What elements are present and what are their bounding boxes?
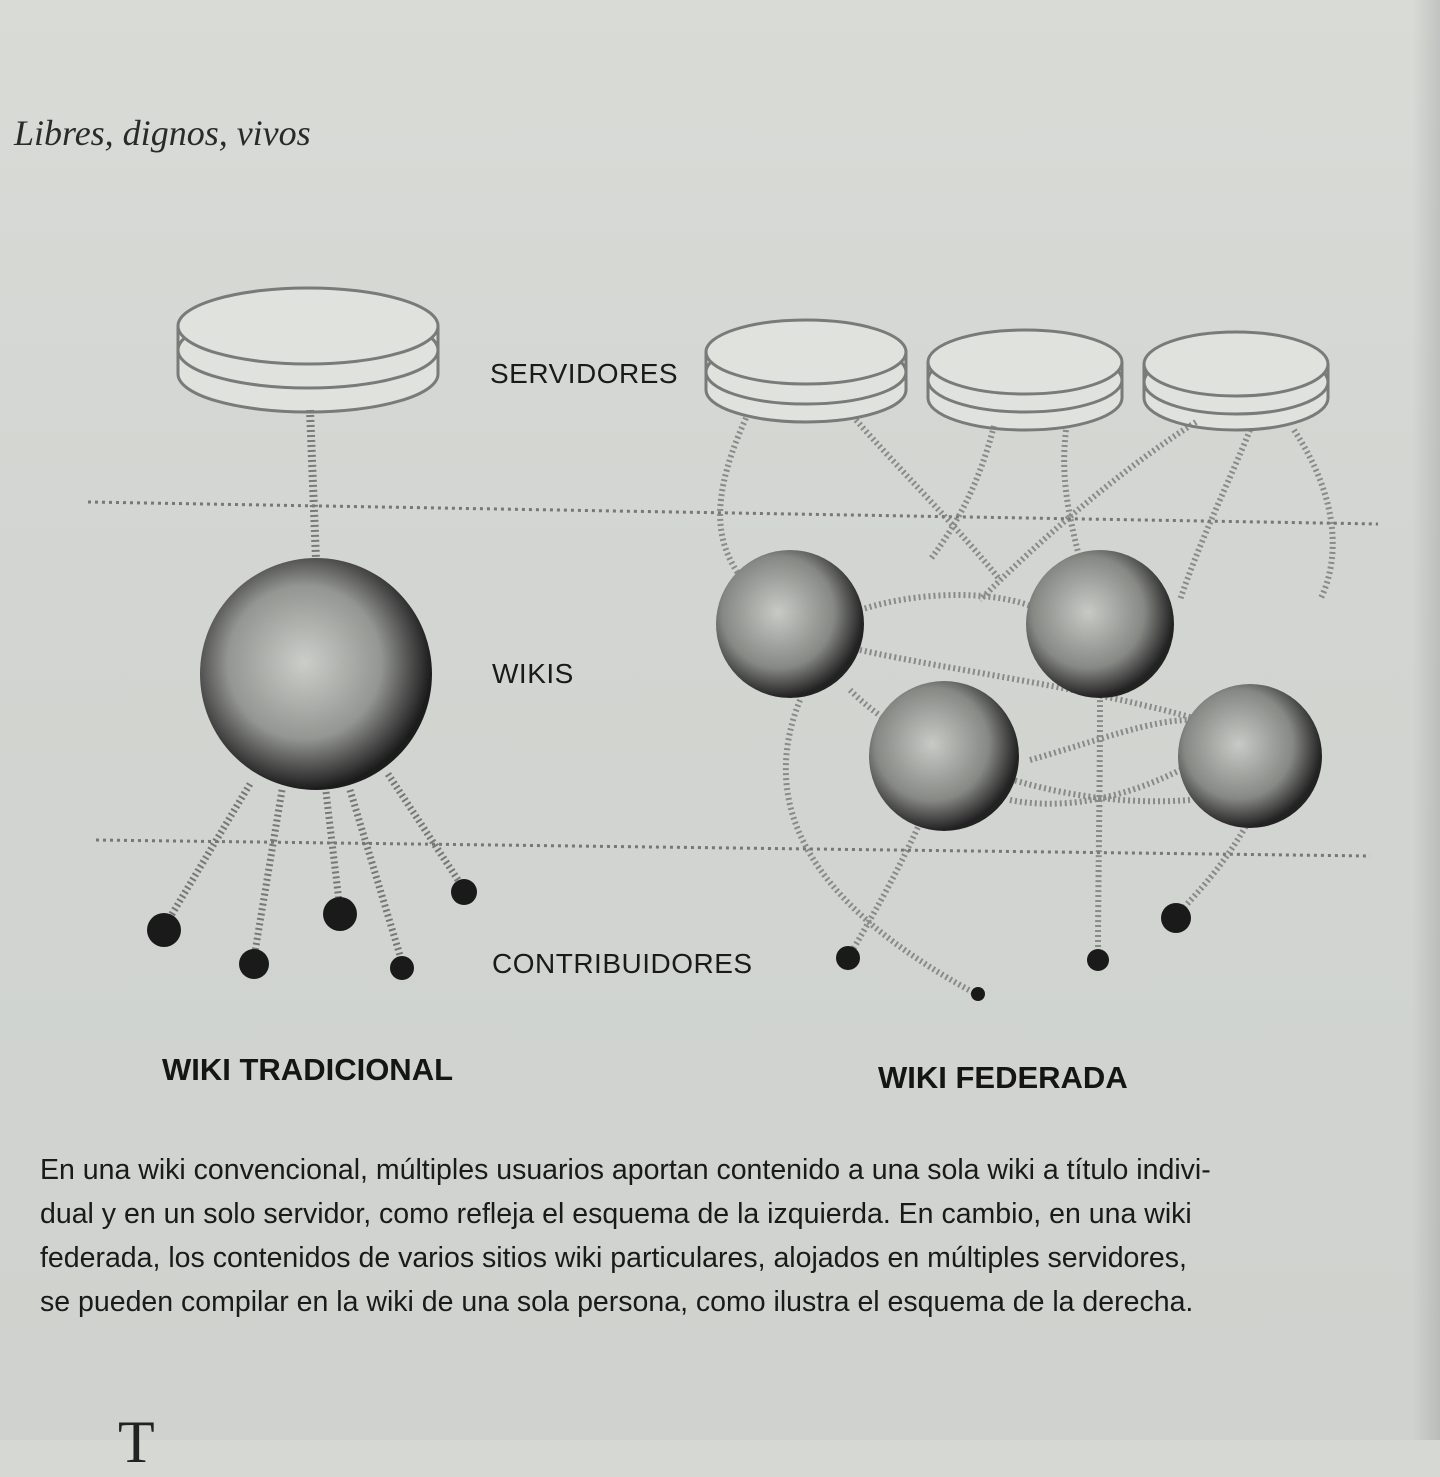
contributor-links-traditional (166, 774, 462, 962)
wiki-sphere-traditional (200, 558, 432, 790)
caption-line: En una wiki convencional, múltiples usuarios aportan contenido a una sola wiki a título indivi- (40, 1154, 1211, 1186)
label-contributors: CONTRIBUIDORES (492, 948, 753, 979)
caption-line: federada, los contenidos de varios sitios wiki particulares, alojados en múltiples servidores, (40, 1242, 1187, 1274)
caption-line: se pueden compilar en la wiki de una sola persona, como ilustra el esquema de la derecha. (40, 1286, 1194, 1318)
contributor-dots-traditional (147, 879, 477, 980)
figure-caption (40, 1148, 1400, 1324)
contributor-dots-federated (836, 903, 1191, 1001)
server-disks-federated (706, 320, 1328, 430)
title-federated-wiki: WIKI FEDERADA (878, 1060, 1128, 1095)
wiki-sphere-federated-3 (869, 681, 1019, 831)
title-traditional-wiki: WIKI TRADICIONAL (162, 1052, 454, 1087)
label-wikis: WIKIS (492, 658, 574, 689)
link-server-wiki (310, 410, 316, 560)
guide-line-top (88, 502, 1378, 524)
caption-line: dual y en un solo servidor, como refleja el esquema de la izquierda. En cambio, en una wiki (40, 1198, 1192, 1230)
running-header: Libres, dignos, vivos (14, 113, 311, 153)
page-edge-shadow (1412, 0, 1440, 1440)
guide-line-bottom (96, 840, 1370, 856)
server-disk-traditional (178, 288, 438, 412)
body-text-start: T (118, 1409, 155, 1475)
wiki-sphere-federated-4 (1178, 684, 1322, 828)
label-servers: SERVIDORES (490, 358, 679, 389)
wiki-sphere-federated-2 (1026, 550, 1174, 698)
wiki-sphere-federated-1 (716, 550, 864, 698)
